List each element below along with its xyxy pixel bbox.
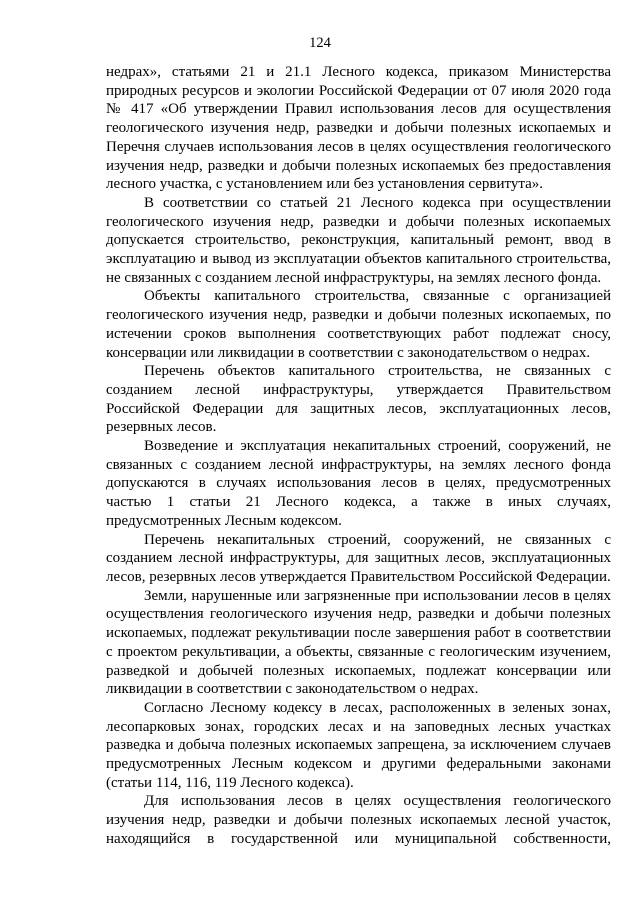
paragraph: Объекты капитального строительства, связанные с организацией геологического изучения недр, разведки и добычи полезных ископаемых, по истечении сроков выполнения соответствующих работ подлежат сносу, консервации или ликвидации в соответствии с законодательством о недрах. <box>106 288 611 361</box>
paragraph: Согласно Лесному кодексу в лесах, расположенных в зеленых зонах, лесопарковых зонах, городских лесах и на заповедных лесных участках разведка и добыча полезных ископаемых запрещена, за исключением случаев предусмотренных Лесным кодексом и другими федеральными законами (статьи 114, 116, 119 Лесного кодекса). <box>106 699 611 791</box>
document-body <box>106 63 611 849</box>
paragraph: Земли, нарушенные или загрязненные при использовании лесов в целях осуществления геологического изучения недр, разведки и добычи полезных ископаемых, подлежат рекультивации после завершения работ в соответствии с проектом рекультивации, а объекты, связанные с геологическим изучением, разведкой и добычей полезных ископаемых, подлежат консервации или ликвидации в соответствии с законодательством о недрах. <box>106 587 611 698</box>
paragraph: Перечень некапитальных строений, сооружений, не связанных с созданием лесной инфраструктуры, для защитных лесов, эксплуатационных лесов, резервных лесов утверждается Правительством Российской Федерации. <box>106 531 611 585</box>
paragraph: В соответствии со статьей 21 Лесного кодекса при осуществлении геологического изучения недр, разведки и добычи полезных ископаемых допускается строительство, реконструкция, капитальный ремонт, ввод в эксплуатацию и вывод из эксплуатации объектов капитального строительства, не связанных с созданием лесной инфраструктуры, на землях лесного фонда. <box>106 194 611 286</box>
paragraph-continuation: недрах», статьями 21 и 21.1 Лесного кодекса, приказом Министерства природных ресурсов и экологии Российской Федерации от 07 июля 2020 года № 417 «Об утверждении Правил использования лесов для осуществления геологического изучения недр, разведки и добычи полезных ископаемых и Перечня случаев использования лесов в целях осуществления геологического изучения недр, разведки и добычи полезных ископаемых без предоставления лесного участка, с установлением или без установления сервитута». <box>106 64 611 193</box>
paragraph: Возведение и эксплуатация некапитальных строений, сооружений, не связанных с созданием лесной инфраструктуры, на землях лесного фонда допускаются в случаях использования лесов в целях, предусмотренных частью 1 статьи 21 Лесного кодекса, а также в иных случаях, предусмотренных Лесным кодексом. <box>106 438 611 529</box>
page-number: 124 <box>309 35 331 51</box>
paragraph: Перечень объектов капитального строительства, не связанных с созданием лесной инфраструктуры, утверждается Правительством Российской Федерации для защитных лесов, эксплуатационных лесов, резервных лесов. <box>106 363 611 436</box>
paragraph-continues-next-page: Для использования лесов в целях осуществления геологического изучения недр, разведки и добычи полезных ископаемых лесной участок, находящийся в государственной или муниципальной собственности, <box>106 793 611 847</box>
